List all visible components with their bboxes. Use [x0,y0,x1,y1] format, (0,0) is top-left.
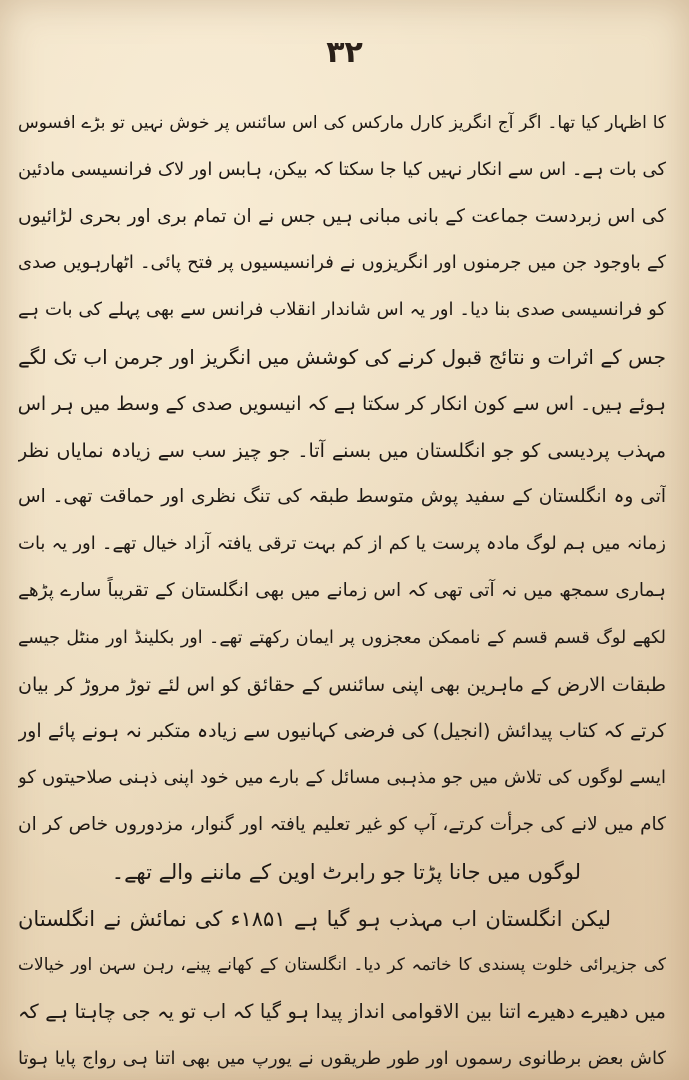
text-line: کی جزیرائی خلوت پسندی کا خاتمہ کر دیا۔ انگلستان کے کھانے پینے، رہن سہن اور خیالات [18,955,666,976]
text-line: ہماری سمجھ میں نہ آتی تھی کہ اس زمانے میں بھی انگلستان کے تقریباً سارے پڑھے [18,579,666,601]
text-line: کا اظہار کیا تھا۔ اگر آج انگریز کارل مارکس کی اس سائنس پر خوش نہیں تو بڑے افسوس [18,113,666,133]
text-line: لکھے لوگ قسم قسم کے ناممکن معجزوں پر ایمان رکھتے تھے۔ اور بکلینڈ اور منٹل جیسے [18,627,666,648]
text-line: میں دھیرے دھیرے اتنا بین الاقوامی انداز پیدا ہو گیا کہ اب تو یہ جی چاہتا ہے کہ [18,1000,666,1024]
text-line: کام میں لانے کی جرأت کرتے، آپ کو غیر تعلیم یافتہ اور گنوار، مزدوروں خاص کر ان [18,813,666,835]
text-line: کی بات ہے۔ اس سے انکار نہیں کیا جا سکتا کہ بیکن، ہابس اور لاک فرانسیسی مادئین [18,158,666,180]
body-text [18,100,666,1080]
text-line: زمانہ میں ہم لوگ مادہ پرست یا کم از کم بہت ترقی یافتہ آزاد خیال تھے۔ اور یہ بات [18,533,666,555]
text-line: طبقات الارض کے ماہرین بھی اپنی سائنس کے حقائق کو اس لئے توڑ مروڑ کر بیان [18,673,666,696]
text-line: کاش بعض برطانوی رسموں اور طور طریقوں نے یورپ میں بھی اتنا ہی رواج پایا ہوتا [18,1047,666,1069]
text-line: کرتے کہ کتاب پیدائش (انجیل) کی فرضی کہانیوں سے زیادہ متکبر نہ ہونے پائے اور [18,720,666,743]
text-line: مہذب پردیسی کو جو انگلستان میں بسنے آتا۔ جو چیز سب سے زیادہ نمایاں نظر [18,439,666,462]
text-line: آتی وہ انگلستان کے سفید پوش متوسط طبقہ کی تنگ نظری اور حماقت تھی۔ اس [18,486,666,508]
text-line: ہوئے ہیں۔ اس سے کون انکار کر سکتا ہے کہ انیسویں صدی کے وسط میں ہر اس [18,392,666,415]
text-line: کی اس زبردست جماعت کے بانی مبانی ہیں جس نے ان تمام بری اور بحری لڑائیوں [18,205,666,227]
paragraph-start-line: لیکن انگلستان اب مہذب ہو گیا ہے ۱۸۵۱ء کی نمائش نے انگلستان [18,906,611,931]
page-number: ۳۲ [326,35,363,70]
text-line: لوگوں میں جانا پڑتا جو رابرٹ اوین کے ماننے والے تھے۔ [111,859,581,884]
text-line: کو فرانسیسی صدی بنا دیا۔ اور یہ اس شاندار انقلاب فرانس سے بھی پہلے کی بات ہے [18,299,666,321]
text-line: جس کے اثرات و نتائج قبول کرنے کی کوشش میں انگریز اور جرمن اب تک لگے [18,344,666,369]
text-line: ایسے لوگوں کی تلاش میں جو مذہبی مسائل کے بارے میں خود اپنی ذہنی صلاحیتوں کو [18,767,666,789]
text-line: کے باوجود جن میں جرمنوں اور انگریزوں نے فرانسیسیوں پر فتح پائی۔ اٹھارہویں صدی [18,252,666,274]
